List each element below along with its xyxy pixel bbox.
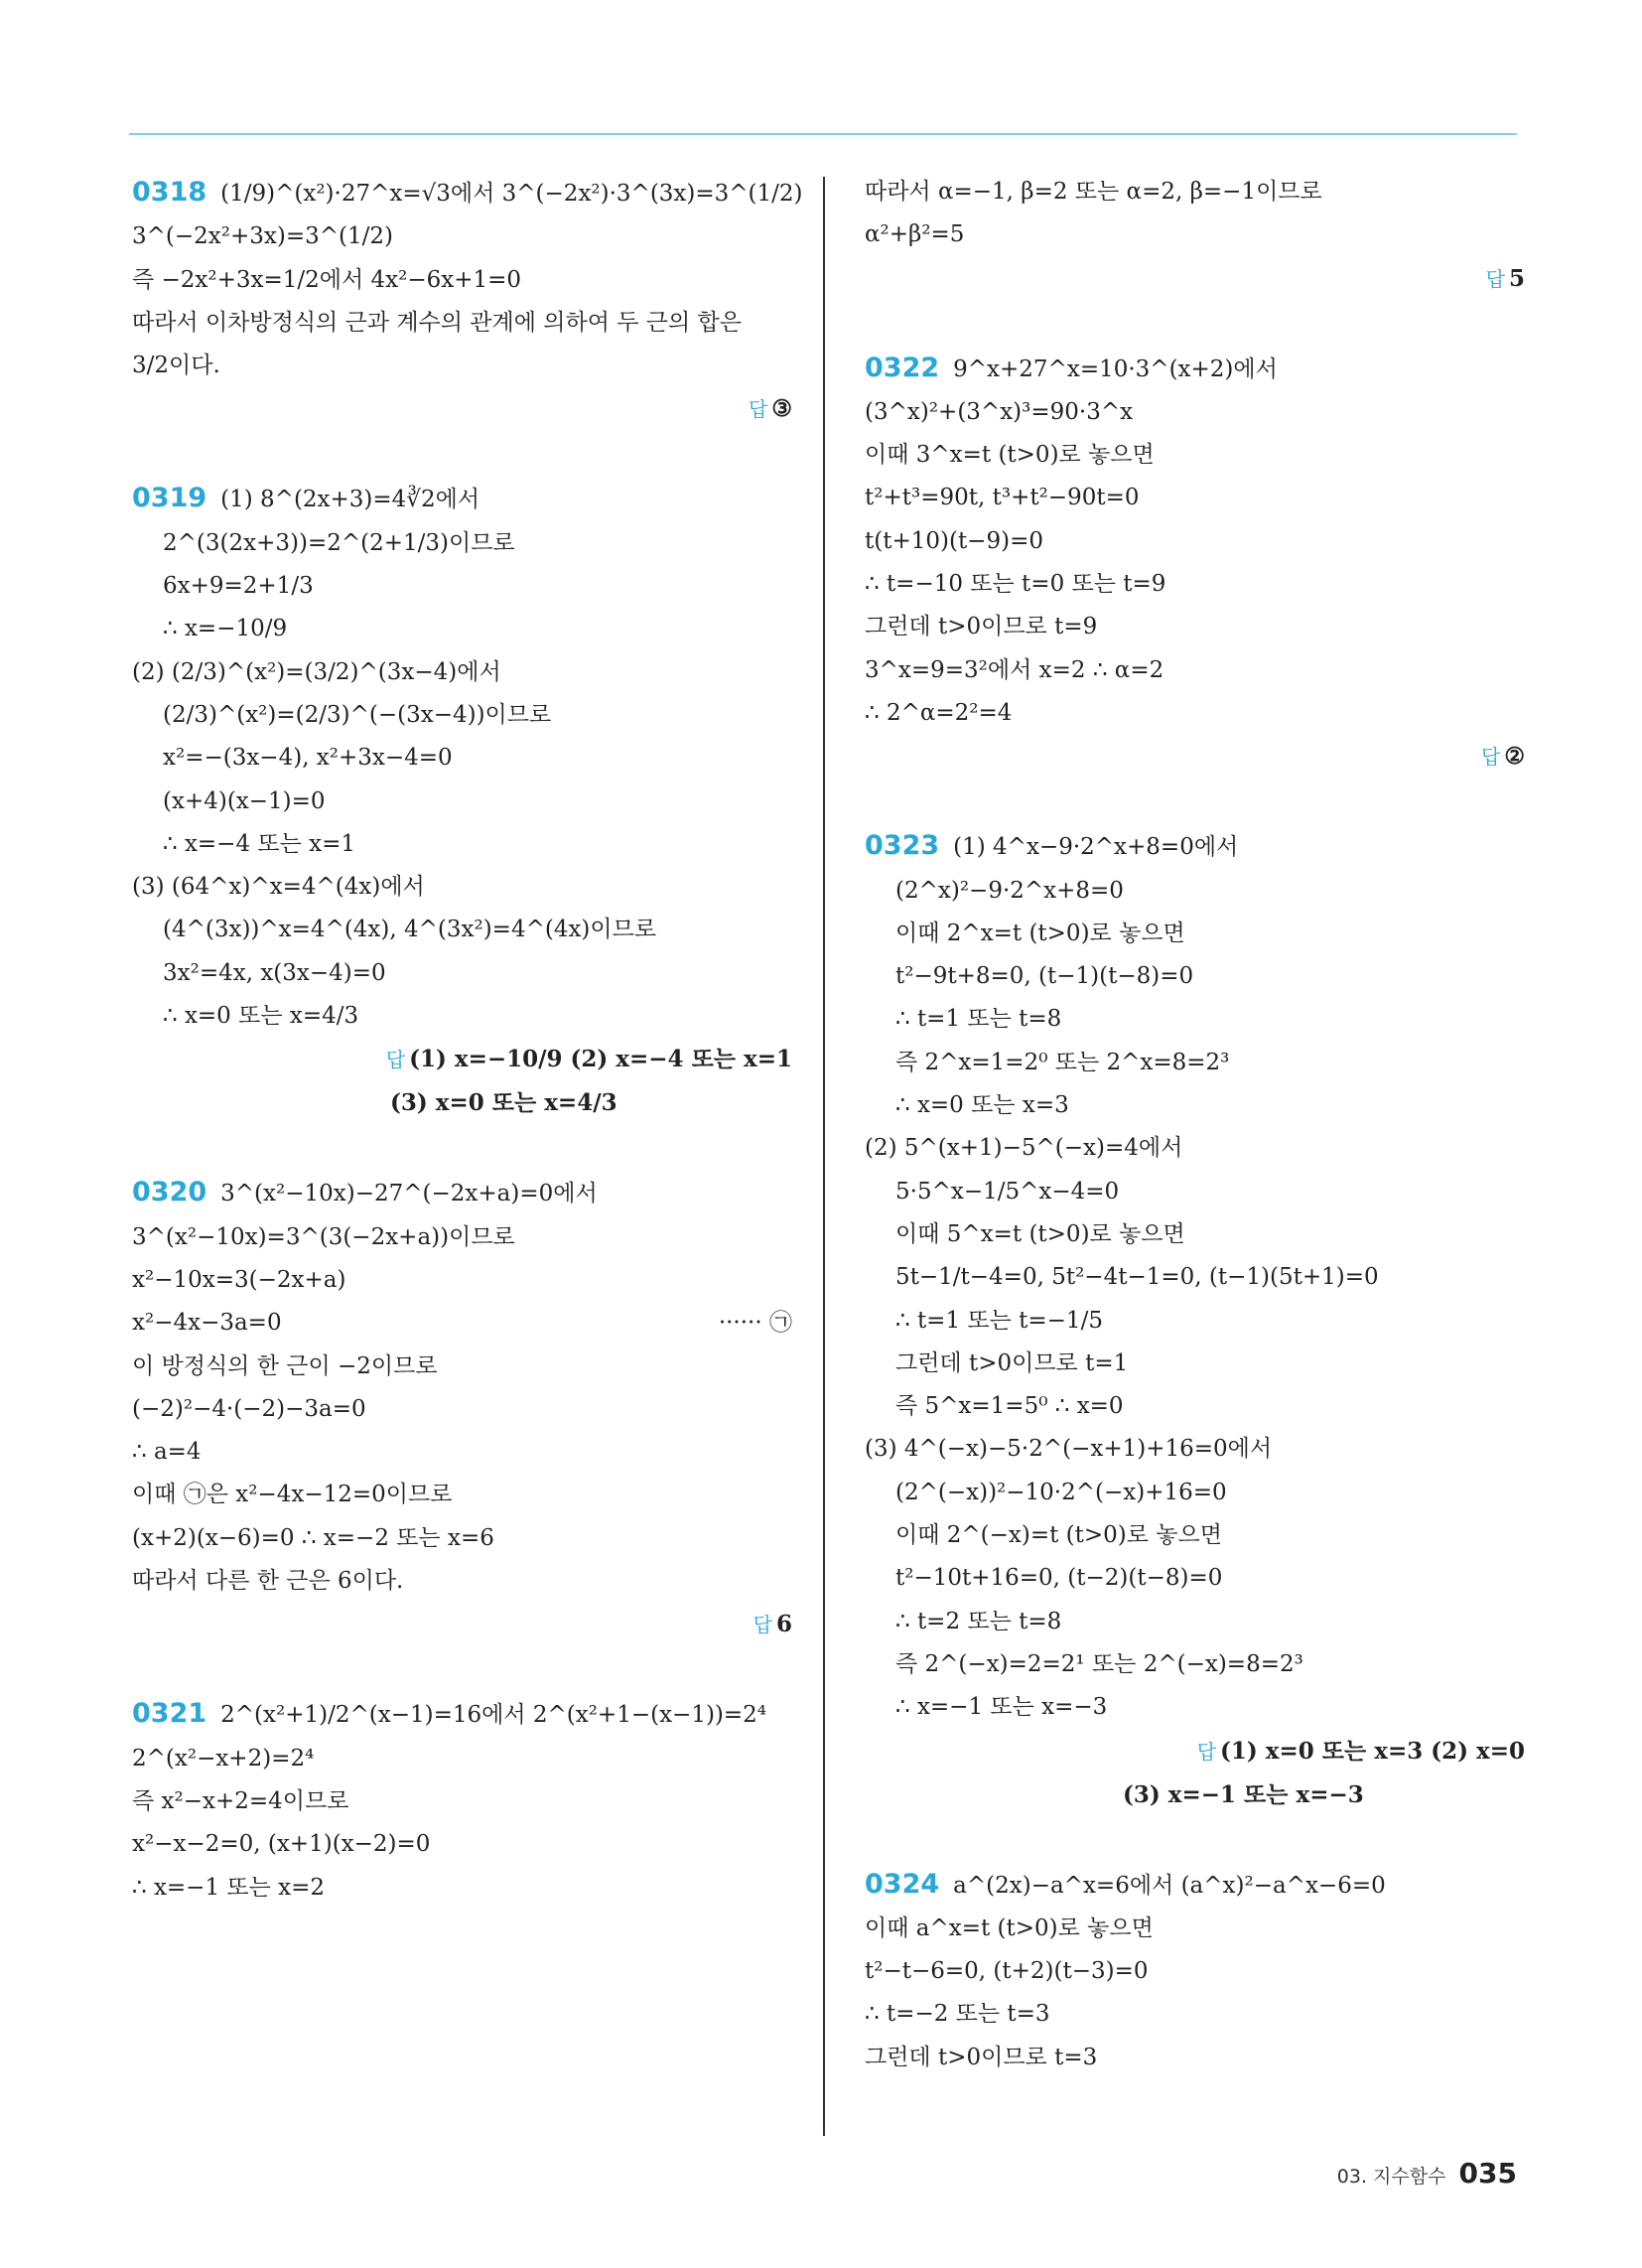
answer-value: 6 (775, 1611, 792, 1638)
line-text: 즉 2^x=1=2⁰ 또는 2^x=8=2³ (895, 1049, 1230, 1075)
solution-line (865, 1127, 1525, 1170)
solution-line (865, 171, 1525, 213)
line-text: (2/3)^(x²)=(2/3)^(−(3x−4))이므로 (163, 701, 552, 728)
answer-value: 5 (1508, 264, 1525, 292)
right-column (865, 171, 1525, 2125)
line-text: (x+2)(x−6)=0 ∴ x=−2 또는 x=6 (132, 1524, 494, 1551)
solution-line (865, 649, 1525, 692)
line-text: (1) 8^(2x+3)=4∛2에서 (220, 487, 480, 513)
solution-line (865, 1256, 1525, 1299)
line-text: 3^(x²−10x)=3^(3(−2x+a))이므로 (132, 1223, 515, 1250)
line-text: 이때 3^x=t (t>0)로 놓으면 (865, 442, 1155, 469)
solution-line (865, 870, 1525, 913)
answer-value: (1) x=0 또는 x=3 (2) x=0 (1220, 1737, 1525, 1765)
solution-line (132, 909, 792, 951)
line-text: 이때 ㉠은 x²−4x−12=0이므로 (132, 1482, 453, 1508)
solution-line (865, 1385, 1525, 1428)
solution-line (865, 347, 1525, 391)
solution-line (132, 1517, 792, 1560)
problem-block (865, 824, 1525, 1816)
solution-line (132, 1431, 792, 1474)
solution-line (865, 1213, 1525, 1256)
answer-label: 답 (1196, 1739, 1217, 1764)
line-text: ∴ 2^α=2²=4 (865, 699, 1013, 726)
solution-line (865, 391, 1525, 434)
problem-block (865, 1863, 1525, 2079)
problem-number: 0323 (865, 830, 940, 862)
problem-block (865, 171, 1525, 301)
line-text: 이때 2^(−x)=t (t>0)로 놓으면 (895, 1522, 1222, 1549)
solution-line (132, 302, 792, 345)
left-column (132, 171, 803, 1955)
solution-line (132, 259, 792, 302)
line-text: (2) 5^(x+1)−5^(−x)=4에서 (865, 1135, 1183, 1162)
line-text: (2) (2/3)^(x²)=(3/2)^(3x−4)에서 (132, 658, 501, 685)
line-text: 2^(3(2x+3))=2^(2+1/3)이므로 (163, 529, 515, 556)
problem-number: 0319 (132, 483, 207, 514)
line-text: x²−4x−3a=0 (132, 1310, 282, 1337)
line-text: 즉 x²−x+2=4이므로 (132, 1787, 349, 1814)
solution-line (132, 866, 792, 909)
line-text: 이때 2^x=t (t>0)로 놓으면 (895, 920, 1185, 946)
answer-line (865, 1730, 1525, 1773)
line-text: (−2)²−4·(−2)−3a=0 (132, 1395, 366, 1422)
line-text: (3) 4^(−x)−5·2^(−x+1)+16=0에서 (865, 1436, 1273, 1463)
solution-line (132, 1346, 792, 1388)
answer-value: (3) x=0 또는 x=4/3 (390, 1089, 617, 1117)
line-text: (x+4)(x−1)=0 (163, 787, 326, 814)
solution-line (132, 522, 792, 565)
line-text: 그런데 t>0이므로 t=3 (865, 2044, 1098, 2070)
line-text: ∴ x=−4 또는 x=1 (163, 830, 356, 857)
solution-line (865, 563, 1525, 606)
solution-line (132, 565, 792, 608)
solution-line (865, 1084, 1525, 1127)
solution-line (132, 1823, 792, 1866)
line-text: ∴ t=−10 또는 t=0 또는 t=9 (865, 571, 1166, 598)
line-text: 6x+9=2+1/3 (163, 573, 314, 600)
line-text: 2^(x²−x+2)=2⁴ (132, 1745, 315, 1772)
solution-line (132, 823, 792, 866)
solution-line (865, 1601, 1525, 1643)
answer-value: (3) x=−1 또는 x=−3 (1123, 1780, 1364, 1808)
line-text: t²+t³=90t, t³+t²−90t=0 (865, 485, 1140, 511)
solution-line (865, 1042, 1525, 1084)
line-text: a^(2x)−a^x=6에서 (a^x)²−a^x−6=0 (953, 1872, 1386, 1899)
solution-line (865, 1472, 1525, 1514)
problem-number: 0324 (865, 1868, 940, 1900)
line-text: x²=−(3x−4), x²+3x−4=0 (163, 745, 453, 772)
solution-line (865, 1343, 1525, 1385)
line-text: (4^(3x))^x=4^(4x), 4^(3x²)=4^(4x)이므로 (163, 917, 657, 943)
line-text: ∴ t=1 또는 t=−1/5 (895, 1307, 1103, 1334)
answer-line (865, 735, 1525, 779)
page-number: 035 (1458, 2157, 1517, 2190)
solution-line (865, 1643, 1525, 1686)
solution-line (132, 1388, 792, 1431)
chapter-title: 03. 지수함수 (1336, 2166, 1446, 2188)
answer-value: ② (1504, 743, 1525, 771)
solution-line (865, 434, 1525, 477)
solution-line (865, 913, 1525, 955)
solution-line (132, 1259, 792, 1302)
solution-line (865, 1908, 1525, 1950)
equation-tag: ······ ㉠ (718, 1310, 792, 1337)
line-text: x²−10x=3(−2x+a) (132, 1266, 346, 1293)
line-text: (2^x)²−9·2^x+8=0 (895, 877, 1124, 904)
problem-block (865, 347, 1525, 780)
solution-line (865, 2037, 1525, 2079)
solution-line (865, 1428, 1525, 1471)
answer-line (865, 1773, 1525, 1817)
solution-line (132, 1692, 792, 1737)
line-text: 그런데 t>0이므로 t=1 (895, 1349, 1129, 1376)
solution-line (132, 215, 792, 258)
answer-line (132, 1081, 792, 1125)
line-text: 즉 2^(−x)=2=2¹ 또는 2^(−x)=8=2³ (895, 1650, 1303, 1677)
solution-line (132, 1171, 792, 1215)
solution-line (865, 1171, 1525, 1213)
problem-number: 0318 (132, 177, 207, 208)
line-text: ∴ x=−1 또는 x=2 (132, 1874, 326, 1901)
line-text: ∴ t=−2 또는 t=3 (865, 2001, 1050, 2028)
answer-label: 답 (1485, 266, 1505, 291)
answer-line (132, 387, 792, 431)
line-text: t(t+10)(t−9)=0 (865, 527, 1043, 554)
line-text: 3^(−2x²+3x)=3^(1/2) (132, 223, 393, 250)
solution-line (132, 1474, 792, 1516)
solution-line (132, 1216, 792, 1259)
solution-line (865, 1950, 1525, 1993)
solution-line (132, 171, 803, 215)
line-text: t²−t−6=0, (t+2)(t−3)=0 (865, 1958, 1149, 1985)
line-text: t²−9t+8=0, (t−1)(t−8)=0 (895, 963, 1194, 990)
solution-line (132, 477, 792, 521)
solution-line (865, 520, 1525, 563)
line-text: 2^(x²+1)/2^(x−1)=16에서 2^(x²+1−(x−1))=2⁴ (220, 1702, 767, 1729)
solution-line (865, 998, 1525, 1041)
problem-number: 0322 (865, 352, 940, 383)
solution-line (865, 824, 1525, 869)
answer-line (132, 1038, 792, 1081)
line-text: ∴ x=0 또는 x=3 (895, 1092, 1069, 1119)
line-text: (3) (64^x)^x=4^(4x)에서 (132, 874, 425, 901)
line-text: x²−x−2=0, (x+1)(x−2)=0 (132, 1831, 431, 1858)
line-text: 즉 −2x²+3x=1/2에서 4x²−6x+1=0 (132, 266, 522, 293)
top-rule (129, 133, 1517, 135)
line-text: (3^x)²+(3^x)³=90·3^x (865, 398, 1134, 425)
line-text: ∴ t=1 또는 t=8 (895, 1006, 1062, 1033)
solution-line (132, 694, 792, 737)
solution-line (865, 477, 1525, 519)
answer-value: (1) x=−10/9 (2) x=−4 또는 x=1 (409, 1046, 792, 1073)
line-text: 3^x=9=3²에서 x=2 ∴ α=2 (865, 656, 1164, 683)
answer-value: ③ (771, 395, 792, 423)
solution-line (865, 1300, 1525, 1343)
line-text: 따라서 다른 한 근은 6이다. (132, 1568, 404, 1595)
line-text: ∴ x=−10/9 (163, 616, 288, 642)
solution-line (132, 345, 792, 387)
answer-label: 답 (749, 397, 768, 422)
solution-line (132, 1867, 792, 1910)
line-text: 5·5^x−1/5^x−4=0 (895, 1178, 1120, 1205)
solution-line (132, 1560, 792, 1603)
line-text: 즉 5^x=1=5⁰ ∴ x=0 (895, 1393, 1124, 1420)
solution-line (865, 606, 1525, 648)
solution-line (132, 651, 792, 694)
solution-line (132, 780, 792, 823)
line-text: (1/9)^(x²)·27^x=√3에서 3^(−2x²)·3^(3x)=3^(1/2) (220, 181, 803, 207)
problem-block (132, 1171, 792, 1646)
line-text: (2^(−x))²−10·2^(−x)+16=0 (895, 1479, 1227, 1505)
problem-block (132, 477, 792, 1125)
line-text: 따라서 α=−1, β=2 또는 α=2, β=−1이므로 (865, 179, 1322, 205)
solution-line (132, 1738, 792, 1780)
solution-line (865, 955, 1525, 998)
line-text: ∴ x=0 또는 x=4/3 (163, 1003, 359, 1030)
answer-line (865, 257, 1525, 301)
solution-line (132, 1780, 792, 1823)
solution-line (865, 1557, 1525, 1600)
problem-number: 0320 (132, 1177, 207, 1208)
solution-line (865, 692, 1525, 735)
line-text: 그런데 t>0이므로 t=9 (865, 614, 1098, 640)
line-text: 이 방정식의 한 근이 −2이므로 (132, 1352, 438, 1379)
line-text: 3/2이다. (132, 353, 220, 379)
line-text: 5t−1/t−4=0, 5t²−4t−1=0, (t−1)(5t+1)=0 (895, 1264, 1379, 1291)
solution-line (865, 1863, 1525, 1908)
answer-label: 답 (1481, 745, 1501, 770)
line-text: 3^(x²−10x)−27^(−2x+a)=0에서 (220, 1181, 598, 1207)
problem-block (132, 171, 803, 431)
line-text: 3x²=4x, x(3x−4)=0 (163, 959, 386, 986)
line-text: 따라서 이차방정식의 근과 계수의 관계에 의하여 두 근의 합은 (132, 309, 742, 336)
solution-line (132, 1302, 792, 1345)
line-text: ∴ x=−1 또는 x=−3 (895, 1694, 1108, 1721)
answer-label: 답 (753, 1613, 772, 1637)
solution-line (865, 213, 1525, 256)
solution-line (865, 1993, 1525, 2036)
line-text: t²−10t+16=0, (t−2)(t−8)=0 (895, 1565, 1223, 1592)
line-text: (1) 4^x−9·2^x+8=0에서 (953, 834, 1239, 861)
problem-number: 0321 (132, 1698, 207, 1730)
solution-line (865, 1686, 1525, 1729)
line-text: 9^x+27^x=10·3^(x+2)에서 (953, 355, 1278, 382)
solution-line (132, 737, 792, 780)
line-text: ∴ a=4 (132, 1439, 202, 1466)
problem-block (132, 1692, 792, 1909)
answer-line (132, 1603, 792, 1646)
line-text: ∴ t=2 또는 t=8 (895, 1608, 1062, 1634)
line-text: α²+β²=5 (865, 221, 965, 248)
solution-line (865, 1514, 1525, 1557)
column-divider (823, 177, 825, 2136)
line-text: 이때 a^x=t (t>0)로 놓으면 (865, 1914, 1154, 1941)
line-text: 이때 5^x=t (t>0)로 놓으면 (895, 1220, 1185, 1247)
solution-line (132, 952, 792, 995)
page-footer (1337, 2157, 1517, 2190)
answer-label: 답 (385, 1048, 406, 1072)
solution-line (132, 995, 792, 1038)
solution-line (132, 608, 792, 650)
